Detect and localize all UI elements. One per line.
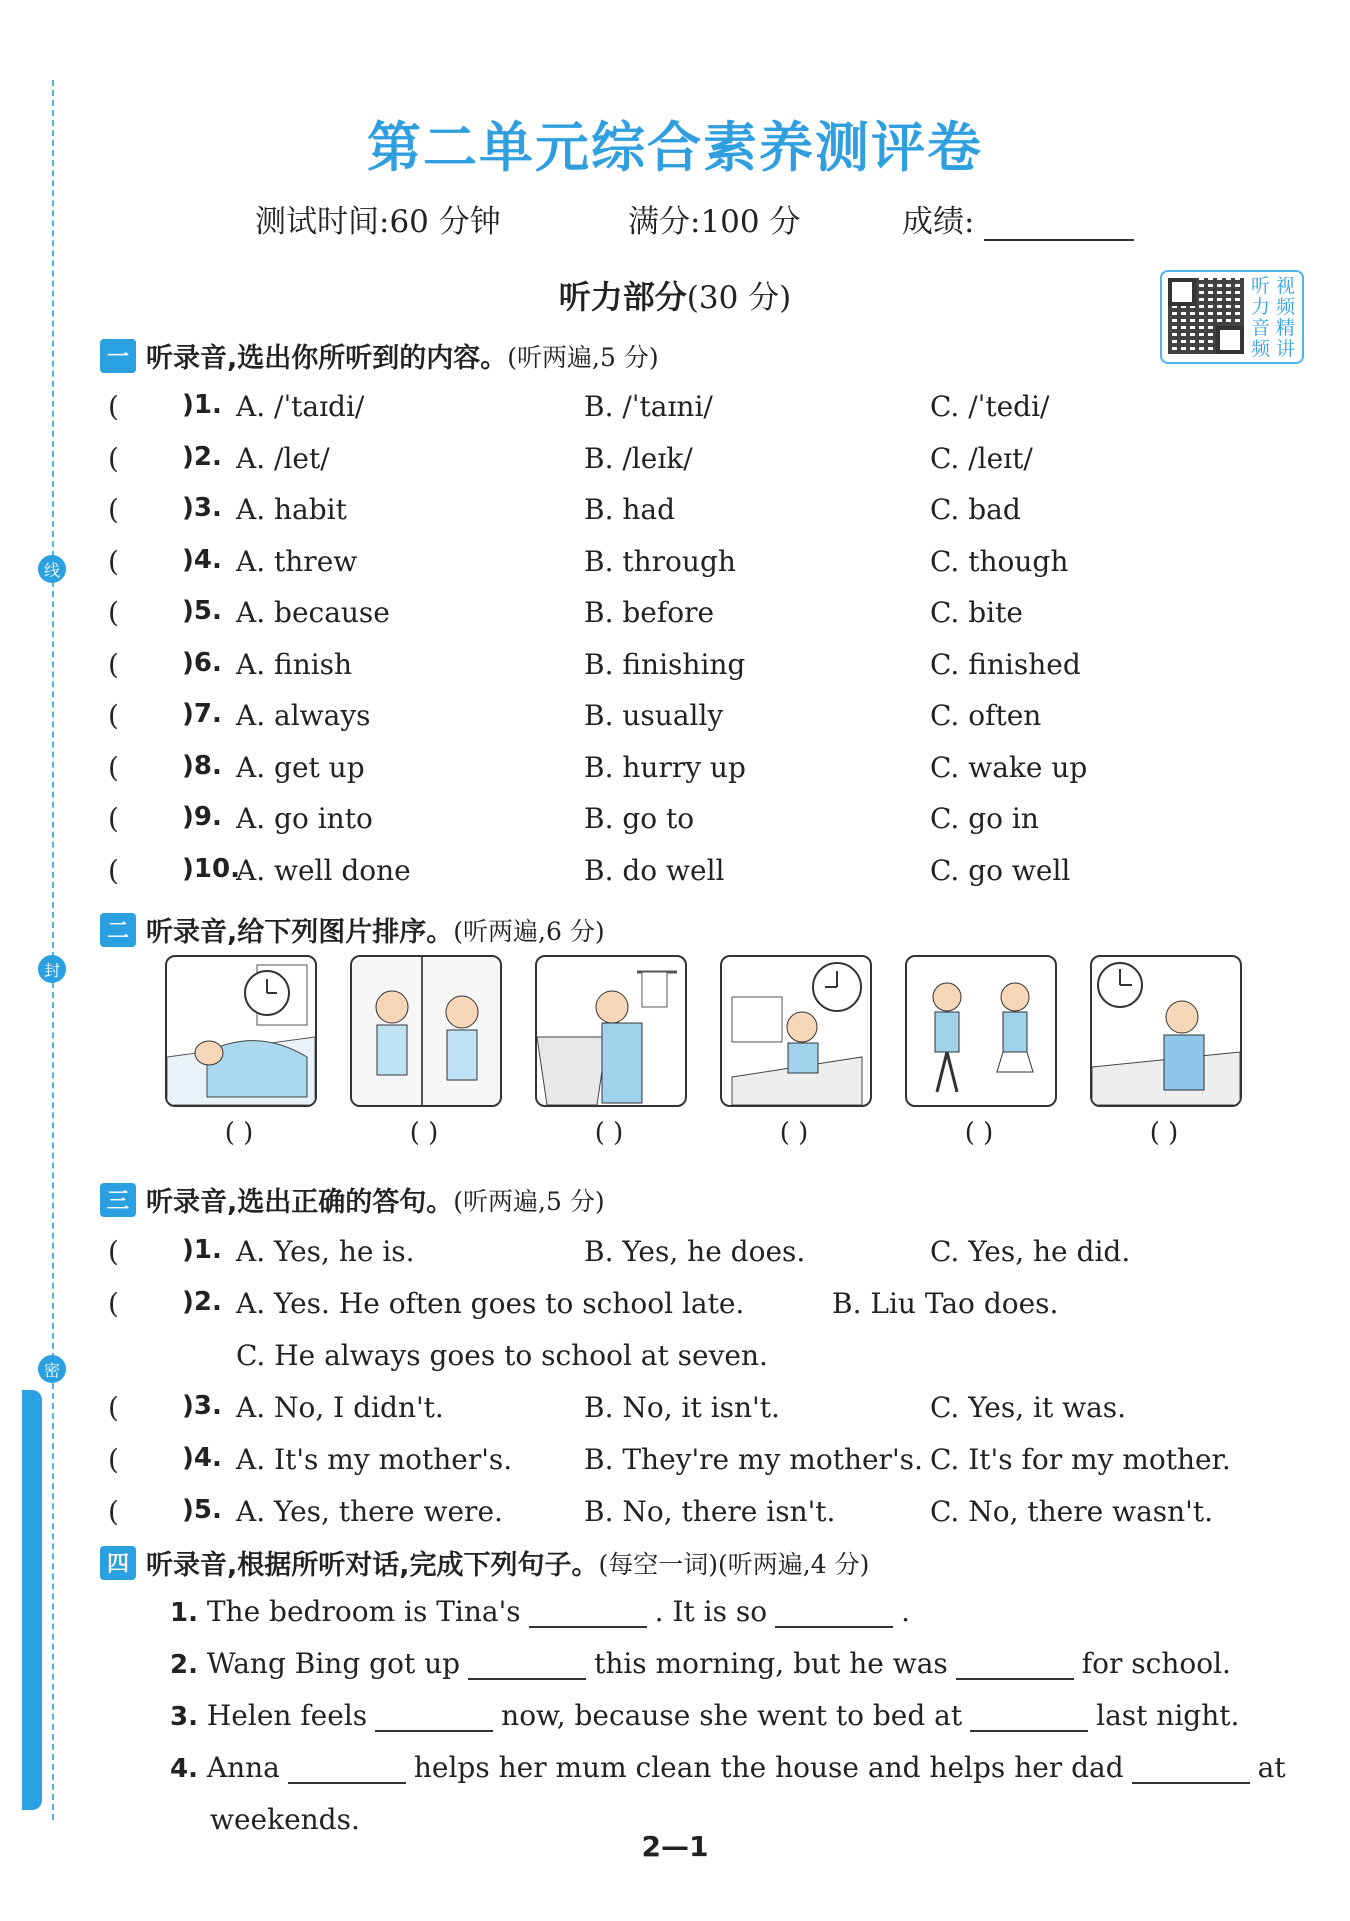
fill-sentence-4 — [170, 1751, 1286, 1784]
picture-answer-blank[interactable]: ( ) — [224, 1118, 254, 1148]
sleeping-illustration — [167, 957, 315, 1105]
question-row — [0, 854, 1350, 894]
sentence-number: 1. — [170, 1598, 198, 1628]
option-a: A. well done — [236, 854, 411, 887]
section-4-heading — [100, 1543, 869, 1582]
option-c: C. No, there wasn't. — [930, 1495, 1214, 1528]
score-blank[interactable] — [984, 205, 1134, 241]
option-a: A. No, I didn't. — [236, 1391, 444, 1424]
answer-paren[interactable]: ( — [108, 854, 119, 887]
section-number: 一 — [100, 339, 136, 373]
question-row — [0, 545, 1350, 585]
sentence-text: . — [901, 1595, 911, 1628]
qr-char: 力 — [1250, 296, 1270, 318]
section-instruction: 听录音,给下列图片排序。 — [146, 917, 454, 948]
option-a: A. Yes, there were. — [236, 1495, 503, 1528]
option-a: A. go into — [236, 802, 373, 835]
option-a: A. finish — [236, 648, 353, 681]
answer-paren[interactable]: ( — [108, 1443, 119, 1476]
option-c: C. finished — [930, 648, 1081, 681]
picture-waking-up — [1090, 955, 1242, 1107]
qr-char: 频 — [1250, 338, 1270, 360]
picture-answer-blank[interactable]: ( ) — [1149, 1118, 1179, 1148]
option-b: B. do well — [584, 854, 725, 887]
option-b: B. Yes, he does. — [584, 1235, 806, 1268]
option-c: C. bite — [930, 596, 1023, 629]
question-row — [0, 596, 1350, 636]
picture-homework-clock — [720, 955, 872, 1107]
question-number: )8. — [182, 751, 222, 781]
section-1-heading — [100, 336, 659, 375]
section-note: (听两遍,5 分) — [507, 342, 659, 372]
question-number: )4. — [182, 545, 222, 575]
answer-paren[interactable]: ( — [108, 1287, 119, 1320]
option-a: A. Yes. He often goes to school late. — [236, 1287, 745, 1320]
binding-mark-seal: 封 — [38, 955, 66, 983]
qr-char: 讲 — [1275, 338, 1295, 360]
listening-points: (30 分) — [686, 280, 792, 316]
fill-blank[interactable] — [375, 1700, 493, 1732]
picture-row — [165, 955, 1245, 1148]
section-number: 四 — [100, 1546, 136, 1580]
qr-code-box[interactable] — [1160, 270, 1304, 364]
question-row — [0, 802, 1350, 842]
listening-title: 听力部分 — [558, 278, 687, 316]
question-number: )1. — [182, 390, 222, 420]
qr-code-icon — [1168, 278, 1244, 354]
sentence-text: Anna — [206, 1751, 280, 1784]
section-number: 二 — [100, 913, 136, 947]
sentence-text: now, because she went to bed at — [501, 1699, 963, 1732]
option-c: C. wake up — [930, 751, 1088, 784]
fill-blank[interactable] — [1132, 1752, 1250, 1784]
option-a: A. get up — [236, 751, 365, 784]
sentence-text: The bedroom is Tina's — [206, 1595, 521, 1628]
washing-illustration — [537, 957, 685, 1105]
picture-answer-blank[interactable]: ( ) — [964, 1118, 994, 1148]
answer-paren[interactable]: ( — [108, 390, 119, 423]
section-note: (听两遍,6 分) — [453, 916, 605, 946]
full-score: 满分:100 分 — [628, 204, 801, 240]
sentence-number: 2. — [170, 1650, 198, 1680]
option-c: C. It's for my mother. — [930, 1443, 1231, 1476]
section-2-heading — [100, 910, 605, 949]
picture-answer-blank[interactable]: ( ) — [409, 1118, 439, 1148]
fill-blank[interactable] — [468, 1648, 586, 1680]
question-number: )5. — [182, 596, 222, 626]
question-number: )1. — [182, 1235, 222, 1265]
question-number: )10. — [182, 854, 240, 884]
sentence-text: last night. — [1096, 1699, 1240, 1732]
score-field — [902, 196, 1134, 241]
option-b: B. No, there isn't. — [584, 1495, 836, 1528]
question-row — [0, 751, 1350, 791]
question-row — [0, 1287, 1350, 1327]
picture-boys-door — [350, 955, 502, 1107]
question-row — [0, 1495, 1350, 1535]
answer-paren[interactable]: ( — [108, 1495, 119, 1528]
option-a: A. habit — [236, 493, 347, 526]
section-instruction: 听录音,选出你所听到的内容。 — [146, 343, 508, 374]
answer-paren[interactable]: ( — [108, 1391, 119, 1424]
question-number: )5. — [182, 1495, 222, 1525]
question-number: )7. — [182, 699, 222, 729]
option-a: A. /let/ — [236, 442, 330, 475]
score-label: 成绩: — [902, 204, 975, 240]
option-a: A. always — [236, 699, 371, 732]
qr-char: 视 — [1275, 275, 1295, 297]
option-a: A. /ˈtaɪdi/ — [236, 390, 365, 423]
option-c: C. Yes, he did. — [930, 1235, 1131, 1268]
binding-dashed-line — [52, 80, 54, 1820]
question-row — [0, 1235, 1350, 1275]
qr-char: 精 — [1275, 317, 1295, 339]
option-b: B. through — [584, 545, 736, 578]
listening-part-title — [0, 272, 1350, 318]
qr-char: 音 — [1250, 317, 1270, 339]
section-instruction: 听录音,选出正确的答句。 — [146, 1187, 454, 1218]
qr-label — [1248, 276, 1298, 360]
sentence-text: Wang Bing got up — [206, 1647, 461, 1680]
fill-sentence-3 — [170, 1699, 1239, 1732]
option-b: B. No, it isn't. — [584, 1391, 780, 1424]
answer-paren[interactable]: ( — [108, 442, 119, 475]
exercise-illustration — [907, 957, 1055, 1105]
answer-paren[interactable]: ( — [108, 802, 119, 835]
answer-paren[interactable]: ( — [108, 596, 119, 629]
question-number: )2. — [182, 442, 222, 472]
waking-illustration — [1092, 957, 1240, 1105]
option-c: C. go well — [930, 854, 1071, 887]
option-c: C. often — [930, 699, 1042, 732]
picture-washing-face — [535, 955, 687, 1107]
answer-paren[interactable]: ( — [108, 648, 119, 681]
sentence-text: for school. — [1081, 1647, 1231, 1680]
option-a: A. because — [236, 596, 390, 629]
qr-char: 频 — [1275, 296, 1295, 318]
sentence-text: weekends. — [210, 1803, 360, 1836]
question-row — [0, 1443, 1350, 1483]
option-c: C. /ˈtedi/ — [930, 390, 1050, 423]
binding-mark-line: 线 — [38, 555, 66, 583]
answer-paren[interactable]: ( — [108, 751, 119, 784]
fill-sentence-1 — [170, 1595, 910, 1628]
test-time: 测试时间:60 分钟 — [255, 204, 501, 240]
question-number: )6. — [182, 648, 222, 678]
section-instruction: 听录音,根据所听对话,完成下列句子。 — [146, 1550, 599, 1581]
section-note: (听两遍,5 分) — [453, 1186, 605, 1216]
sentence-text: at — [1257, 1751, 1286, 1784]
option-b: B. usually — [584, 699, 724, 732]
boys-illustration — [352, 957, 500, 1105]
fill-blank[interactable] — [288, 1752, 406, 1784]
question-number: )4. — [182, 1443, 222, 1473]
homework-illustration — [722, 957, 870, 1105]
option-c: C. though — [930, 545, 1069, 578]
option-b: B. finishing — [584, 648, 746, 681]
qr-char: 听 — [1250, 275, 1270, 297]
question-row — [0, 648, 1350, 688]
section-note: (每空一词)(听两遍,4 分) — [598, 1549, 870, 1579]
answer-paren[interactable]: ( — [108, 545, 119, 578]
sentence-number: 4. — [170, 1754, 198, 1784]
page-title: 第二单元综合素养测评卷 — [367, 116, 983, 179]
picture-answer-blank[interactable]: ( ) — [594, 1118, 624, 1148]
question-number: )3. — [182, 493, 222, 523]
sentence-text: . It is so — [654, 1595, 768, 1628]
question-row — [0, 442, 1350, 482]
sentence-text: Helen feels — [206, 1699, 368, 1732]
option-b: B. /ˈtaɪni/ — [584, 390, 713, 423]
question-number: )9. — [182, 802, 222, 832]
option-c: C. Yes, it was. — [930, 1391, 1127, 1424]
option-c: C. /leɪt/ — [930, 442, 1033, 475]
fill-blank[interactable] — [775, 1596, 893, 1628]
fill-sentence-2 — [170, 1647, 1231, 1680]
question-number: )2. — [182, 1287, 222, 1317]
option-a: A. Yes, he is. — [236, 1235, 415, 1268]
answer-paren[interactable]: ( — [108, 493, 119, 526]
option-c: C. He always goes to school at seven. — [236, 1339, 768, 1372]
binding-mark-secret: 密 — [38, 1355, 66, 1383]
option-a: A. It's my mother's. — [236, 1443, 513, 1476]
answer-paren[interactable]: ( — [108, 1235, 119, 1268]
option-b: B. had — [584, 493, 676, 526]
option-b: B. Liu Tao does. — [832, 1287, 1059, 1320]
option-b: B. before — [584, 596, 715, 629]
answer-paren[interactable]: ( — [108, 699, 119, 732]
fill-blank[interactable] — [956, 1648, 1074, 1680]
section-3-heading — [100, 1180, 605, 1219]
fill-blank[interactable] — [970, 1700, 1088, 1732]
sentence-text: this morning, but he was — [594, 1647, 948, 1680]
sentence-text: helps her mum clean the house and helps her dad — [413, 1751, 1124, 1784]
picture-answer-blank[interactable]: ( ) — [779, 1118, 809, 1148]
question-number: )3. — [182, 1391, 222, 1421]
question-row — [0, 390, 1350, 430]
sentence-number: 3. — [170, 1702, 198, 1732]
page-number: 2—1 — [641, 1830, 709, 1863]
option-c: C. go in — [930, 802, 1039, 835]
picture-exercising — [905, 955, 1057, 1107]
picture-sleeping — [165, 955, 317, 1107]
option-c: C. bad — [930, 493, 1021, 526]
question-row — [0, 493, 1350, 533]
section-number: 三 — [100, 1183, 136, 1217]
question-row — [0, 699, 1350, 739]
option-b: B. go to — [584, 802, 695, 835]
question-row — [0, 1391, 1350, 1431]
option-b: B. /leɪk/ — [584, 442, 693, 475]
question-row-continued — [0, 1339, 1350, 1379]
option-a: A. threw — [236, 545, 358, 578]
option-b: B. They're my mother's. — [584, 1443, 923, 1476]
fill-blank[interactable] — [529, 1596, 647, 1628]
option-b: B. hurry up — [584, 751, 746, 784]
